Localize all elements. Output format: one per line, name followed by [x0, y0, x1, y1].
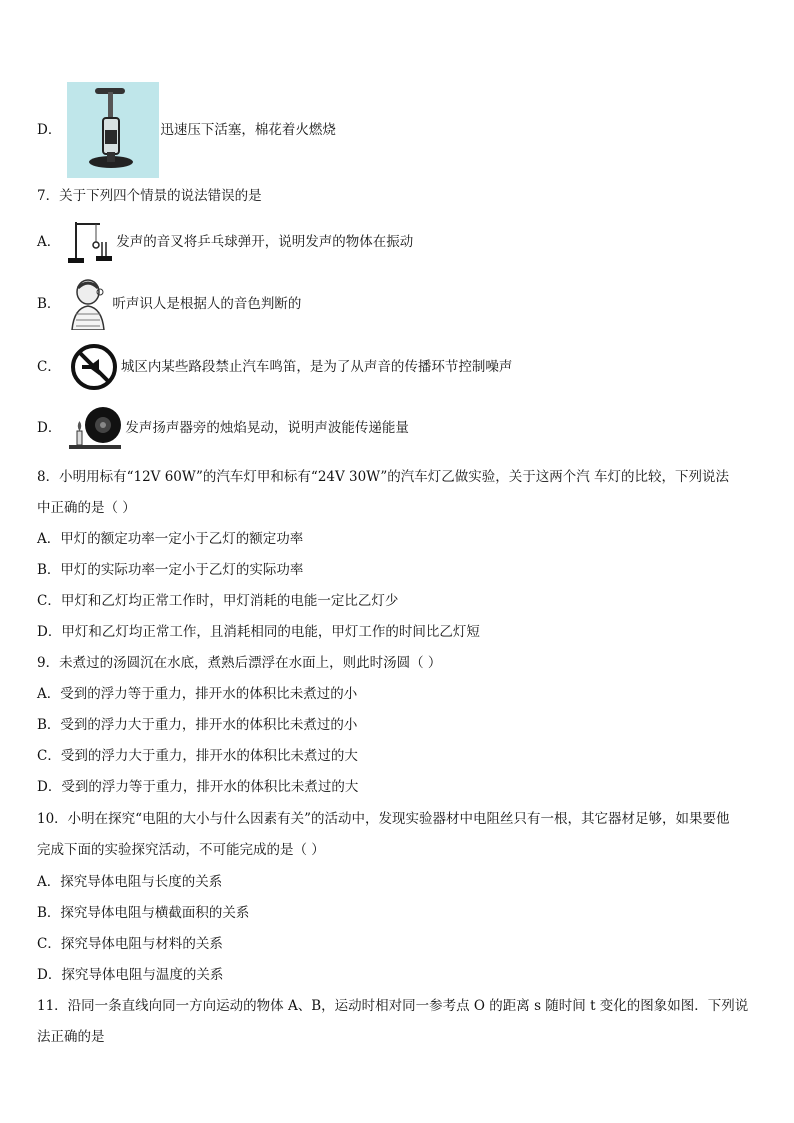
option-label: D． — [37, 420, 62, 436]
q8-stem-line1: 8．小明用标有“12V 60W”的汽车灯甲和标有“24V 30W”的汽车灯乙做实验，关于这两个汽 车灯的比较，下列说法 — [37, 469, 730, 485]
q9-option-c: C．受到的浮力大于重力，排开水的体积比未煮过的大 — [37, 748, 358, 764]
q7-option-c — [37, 342, 512, 392]
option-text: 发声扬声器旁的烛焰晃动，说明声波能传递能量 — [125, 420, 409, 436]
option-label: C． — [37, 359, 61, 375]
q7-option-a — [37, 218, 413, 266]
q9-option-b: B．受到的浮力大于重力，排开水的体积比未煮过的小 — [37, 717, 358, 733]
no-horn-sign-icon — [69, 343, 119, 391]
q10-option-d: D．探究导体电阻与温度的关系 — [37, 967, 224, 983]
q11-stem-line1: 11．沿同一条直线向同一方向运动的物体 A、B，运动时相对同一参考点 O 的距离 s 随时间 t 变化的图象如图．下列说 — [37, 998, 749, 1014]
q8-option-b: B．甲灯的实际功率一定小于乙灯的实际功率 — [37, 562, 304, 578]
option-label: A． — [37, 234, 61, 250]
q10-option-a: A．探究导体电阻与长度的关系 — [37, 874, 223, 890]
q8-option-d: D．甲灯和乙灯均正常工作，且消耗相同的电能，甲灯工作的时间比乙灯短 — [37, 624, 480, 640]
person-listening-icon — [66, 278, 110, 330]
option-label: B． — [37, 296, 61, 312]
q11-stem-line2: 法正确的是 — [37, 1029, 105, 1045]
option-text: 迅速压下活塞，棉花着火燃烧 — [160, 122, 336, 138]
q8-option-c: C．甲灯和乙灯均正常工作时，甲灯消耗的电能一定比乙灯少 — [37, 593, 399, 609]
air-pump-cotton-icon — [67, 82, 159, 178]
q10-stem-line1: 10．小明在探究“电阻的大小与什么因素有关”的活动中，发现实验器材中电阻丝只有一根，其它器材足够，如果要他 — [37, 811, 730, 827]
speaker-candle-icon — [67, 405, 123, 451]
option-label: D． — [37, 122, 62, 138]
q9-stem: 9．未煮过的汤圆沉在水底，煮熟后漂浮在水面上，则此时汤圆（ ） — [37, 655, 442, 671]
tuning-fork-pingpong-icon — [66, 218, 114, 266]
q10-stem-line2: 完成下面的实验探究活动，不可能完成的是（ ） — [37, 842, 325, 858]
q7-option-d — [37, 404, 409, 452]
q10-option-b: B．探究导体电阻与横截面积的关系 — [37, 905, 250, 921]
q8-option-a: A．甲灯的额定功率一定小于乙灯的额定功率 — [37, 531, 304, 547]
q9-option-a: A．受到的浮力等于重力，排开水的体积比未煮过的小 — [37, 686, 358, 702]
option-text: 城区内某些路段禁止汽车鸣笛，是为了从声音的传播环节控制噪声 — [120, 359, 513, 375]
q6-option-d — [37, 82, 336, 178]
option-text: 发声的音叉将乒乓球弹开，说明发声的物体在振动 — [116, 234, 414, 250]
q10-option-c: C．探究导体电阻与材料的关系 — [37, 936, 223, 952]
option-text: 听声识人是根据人的音色判断的 — [112, 296, 302, 312]
q8-stem-line2: 中正确的是（ ） — [37, 500, 136, 516]
q9-option-d: D．受到的浮力等于重力，排开水的体积比未煮过的大 — [37, 779, 359, 795]
q7-option-b — [37, 278, 301, 330]
q7-stem: 7．关于下列四个情景的说法错误的是 — [37, 188, 262, 204]
